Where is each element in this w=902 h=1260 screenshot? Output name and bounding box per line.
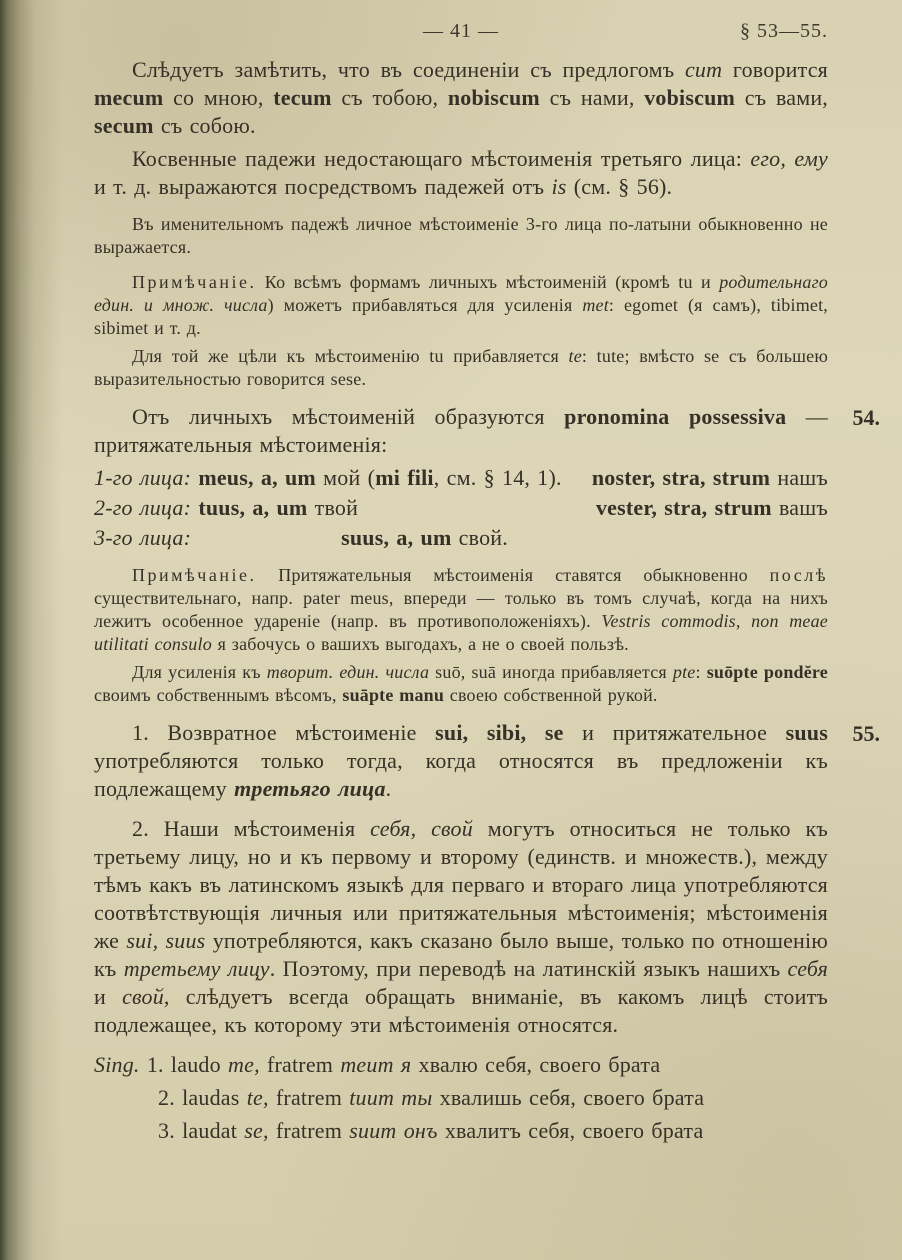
text-run: . xyxy=(385,776,392,801)
text-run: is xyxy=(551,174,567,199)
text-run: и притяжательное xyxy=(563,720,786,745)
text-run: я забочусь о вашихъ выгодахъ, а не о своей пользѣ. xyxy=(211,634,629,654)
para-oblique-cases xyxy=(94,145,828,201)
text-run: 2. laudas xyxy=(158,1085,247,1110)
note-met xyxy=(94,271,828,340)
text-run: : tute; вмѣсто se съ большею выразительностью говорится sese. xyxy=(94,346,828,389)
text-run: suus xyxy=(785,720,828,745)
text-run: . Поэтому, при переводѣ на латинскій языкъ нашихъ xyxy=(269,956,788,981)
text-run: и xyxy=(94,984,123,1009)
text-run: 2-го лица: xyxy=(94,495,192,520)
text-run: suum онъ xyxy=(349,1118,438,1143)
note-possessive-position xyxy=(94,564,828,656)
text-run: noster, stra, strum xyxy=(591,465,771,490)
text-run: 3-го лица: xyxy=(94,525,192,550)
text-run: свой xyxy=(122,984,164,1009)
text-run: Притяжательныя мѣстоименія ставятся обыкновенно xyxy=(256,565,770,585)
page-number: — 41 — xyxy=(423,20,499,42)
text-run: Примѣчаніе. xyxy=(132,565,257,585)
text-run: suus, a, um xyxy=(341,525,452,550)
para-sui-suus xyxy=(94,719,880,803)
text-run: , слѣдуетъ всегда обращать вниманіе, въ какомъ лицѣ стоитъ подлежащее, къ которому эти мѣстоименія относятся. xyxy=(94,984,828,1037)
text-run: fratrem xyxy=(268,1118,350,1143)
text-run: tuum ты xyxy=(349,1085,433,1110)
text-run: tecum xyxy=(273,85,332,110)
example-sing-1 xyxy=(94,1051,828,1079)
text-run: te xyxy=(568,346,582,366)
text-run: ) можетъ прибавляться для усиленія xyxy=(267,295,583,315)
text-run: sui, sibi, se xyxy=(435,720,564,745)
text-run: : egomet (я самъ), tibimet, sibimet и т. д. xyxy=(94,295,828,338)
text-run: своимъ собственнымъ вѣсомъ, xyxy=(94,685,343,705)
text-run: te, xyxy=(246,1085,269,1110)
text-run: родительнаго един. и множ. числа xyxy=(94,272,828,315)
text-run: Примѣчаніе. xyxy=(132,272,257,292)
text-run: третьяго лица xyxy=(234,776,386,801)
page-header xyxy=(94,20,828,56)
text-run: suōpte pondĕre xyxy=(706,662,828,682)
text-run: хвалитъ себя, своего брата xyxy=(437,1118,704,1143)
text-run: Sing. xyxy=(94,1052,140,1077)
text-run: вашъ xyxy=(771,495,828,520)
text-run: : xyxy=(695,662,707,682)
text-run: Ко всѣмъ формамъ личныхъ мѣстоименій (кромѣ tu и xyxy=(256,272,720,292)
possessive-row-1 xyxy=(94,464,828,492)
text-run: 1. Возвратное мѣстоименіе xyxy=(132,720,436,745)
text-run: mecum xyxy=(94,85,164,110)
text-run: (см. § 56). xyxy=(566,174,673,199)
text-run: хвалю себя, своего брата xyxy=(411,1052,661,1077)
right-column xyxy=(595,494,828,522)
text-run: себя, свой xyxy=(370,816,473,841)
text-run: съ тобою, xyxy=(331,85,448,110)
text-run: , см. § 14, 1). xyxy=(433,465,562,490)
possessive-row-3 xyxy=(94,524,828,552)
text-run: pte xyxy=(672,662,696,682)
text-run: Слѣдуетъ замѣтить, что въ соединеніи съ предлогомъ xyxy=(132,57,685,82)
text-run: нашъ xyxy=(770,465,828,490)
para-sebya-svoy xyxy=(94,815,828,1039)
text-run: хвалишь себя, своего брата xyxy=(432,1085,705,1110)
text-run: существительнаго, напр. pater meus, впереди — только въ томъ случаѣ, когда на нихъ лежитъ особенное удареніе (напр. въ противоположеніяхъ). xyxy=(94,588,828,631)
text-run: 1-го лица: xyxy=(94,465,192,490)
text-run: могутъ относиться не только къ третьему лицу, но и къ первому и второму (единств. и множеств.), между тѣмъ какъ въ латинскомъ языкѣ для перваго и втораго лица употребляются соотвѣтствующія личныя или притяжательныя мѣстоименія; мѣстоименія же xyxy=(94,816,828,953)
note-tute-sese xyxy=(94,345,828,391)
text-run: meum я xyxy=(340,1052,412,1077)
example-sing-2 xyxy=(94,1084,828,1112)
text-run: vester, stra, strum xyxy=(595,495,772,520)
section-range: § 53—55. xyxy=(740,20,828,42)
text-run: мой ( xyxy=(315,465,376,490)
text-run: suō, suā иногда прибавляется xyxy=(429,662,673,682)
page-body xyxy=(94,56,880,1145)
text-run: tuus, a, um xyxy=(198,495,308,520)
text-run: mi fili xyxy=(375,465,434,490)
text-run: себя xyxy=(787,956,829,981)
text-run: sui, suus xyxy=(126,928,206,953)
note-pte xyxy=(94,661,828,707)
text-run: третьему лицу xyxy=(123,956,270,981)
text-run: me, xyxy=(228,1052,260,1077)
text-run: свой. xyxy=(451,525,508,550)
text-run: Для усиленія къ xyxy=(132,662,267,682)
text-run: suāpte manu xyxy=(342,685,445,705)
text-run: своею собственной рукой. xyxy=(444,685,658,705)
text-run: meus, a, um xyxy=(198,465,316,490)
text-run: Въ именительномъ падежѣ личное мѣстоименіе 3-го лица по-латыни обыкновенно не выражается. xyxy=(94,214,828,257)
right-column xyxy=(591,464,828,492)
text-run: fratrem xyxy=(259,1052,341,1077)
text-run: — притяжательныя мѣстоименія: xyxy=(94,404,829,457)
text-run: Косвенные падежи недостающаго мѣстоименія третьяго лица: xyxy=(132,146,751,171)
text-run: творит. един. числа xyxy=(266,662,430,682)
text-run: secum xyxy=(94,113,154,138)
text-run: послѣ xyxy=(769,565,828,585)
text-run: твой xyxy=(307,495,359,520)
text-run: и т. д. выражаются посредствомъ падежей отъ xyxy=(94,174,552,199)
text-run: со мною, xyxy=(163,85,274,110)
text-run: 3. laudat xyxy=(158,1118,245,1143)
text-run: употребляются только тогда, когда относятся въ предложеніи къ подлежащему xyxy=(94,748,828,801)
text-run: съ вами, xyxy=(735,85,828,110)
text-run: fratrem xyxy=(268,1085,350,1110)
text-run: съ собою. xyxy=(153,113,256,138)
text-run: 1. laudo xyxy=(139,1052,229,1077)
text-run: Отъ личныхъ мѣстоименій образуются xyxy=(132,404,565,429)
text-run: met xyxy=(582,295,609,315)
margin-section-number: 54. xyxy=(852,405,880,430)
text-run: vobiscum xyxy=(644,85,736,110)
text-run: nobiscum xyxy=(447,85,540,110)
para-possessiva xyxy=(94,403,880,459)
text-run: говорится xyxy=(722,57,828,82)
para-nominative-note xyxy=(94,213,828,259)
text-run: съ нами, xyxy=(539,85,645,110)
possessive-row-2 xyxy=(94,494,828,522)
text-run: Vestris commodis, non meae utilitati consulo xyxy=(94,611,828,654)
para-cum-forms xyxy=(94,56,828,140)
text-run: 2. Наши мѣстоименія xyxy=(132,816,371,841)
margin-section-number: 55. xyxy=(852,721,880,746)
example-sing-3 xyxy=(94,1117,828,1145)
text-run: pronomina possessiva xyxy=(564,404,787,429)
page-content xyxy=(94,20,880,1260)
text-run: Для той же цѣли къ мѣстоименію tu прибавляется xyxy=(132,346,569,366)
text-run: se, xyxy=(244,1118,269,1143)
text-run: cum xyxy=(684,57,723,82)
text-run: употребляются, какъ сказано было выше, только по отношенію къ xyxy=(94,928,828,981)
text-run: его, ему xyxy=(750,146,828,171)
